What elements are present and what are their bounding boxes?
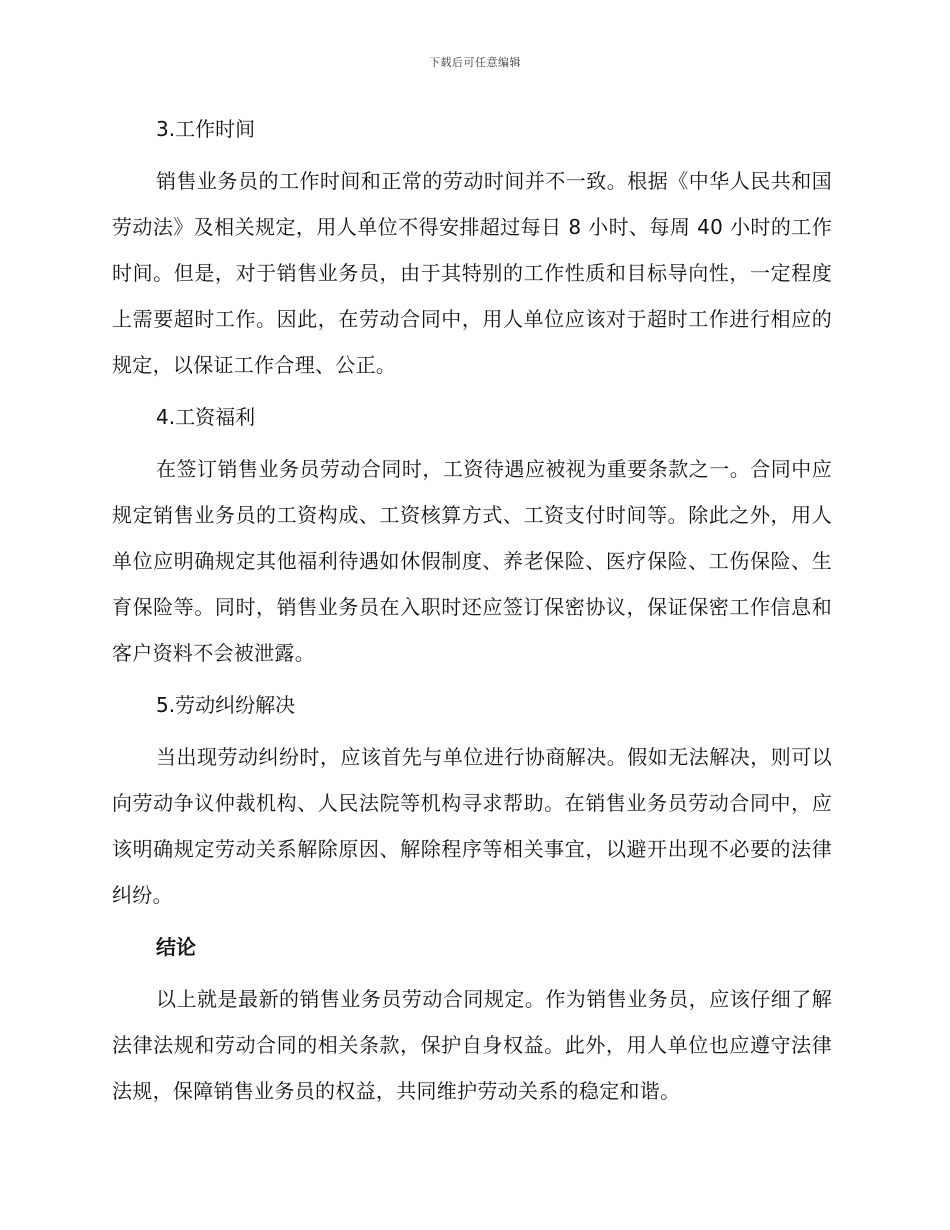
section-5-paragraph: 当出现劳动纠纷时，应该首先与单位进行协商解决。假如无法解决，则可以向劳动争议仲裁机构、人民法院等机构寻求帮助。在销售业务员劳动合同中，应该明确规定劳动关系解除原因、解除程序等相关事宜，以避开出现不必要的法律纠纷。 <box>112 745 832 907</box>
section-3-paragraph: 销售业务员的工作时间和正常的劳动时间并不一致。根据《中华人民共和国劳动法》及相关规定，用人单位不得安排超过每日 8 小时、每周 40 小时的工作时间。但是，对于销售业务员，由于其特别的工作性质和目标导向性，一定程度上需要超时工作。因此，在劳动合同中，用人单位应该对于超时工作进行相应的规定，以保证工作合理、公正。 <box>112 169 832 377</box>
section-5-heading: 5.劳动纠纷解决 <box>156 693 296 717</box>
section-4-paragraph: 在签订销售业务员劳动合同时，工资待遇应被视为重要条款之一。合同中应规定销售业务员的工资构成、工资核算方式、工资支付时间等。除此之外，用人单位应明确规定其他福利待遇如休假制度、养老保险、医疗保险、工伤保险、生育保险等。同时，销售业务员在入职时还应签订保密协议，保证保密工作信息和客户资料不会被泄露。 <box>112 457 832 665</box>
conclusion-heading: 结论 <box>156 935 196 959</box>
page-header-note: 下载后可任意编辑 <box>429 56 521 69</box>
section-4-heading: 4.工资福利 <box>156 405 256 429</box>
conclusion-paragraph: 以上就是最新的销售业务员劳动合同规定。作为销售业务员，应该仔细了解法律法规和劳动合同的相关条款，保护自身权益。此外，用人单位也应遵守法律法规，保障销售业务员的权益，共同维护劳动关系的稳定和谐。 <box>112 987 832 1103</box>
document-body <box>112 112 832 1126</box>
section-3-heading: 3.工作时间 <box>156 117 256 141</box>
